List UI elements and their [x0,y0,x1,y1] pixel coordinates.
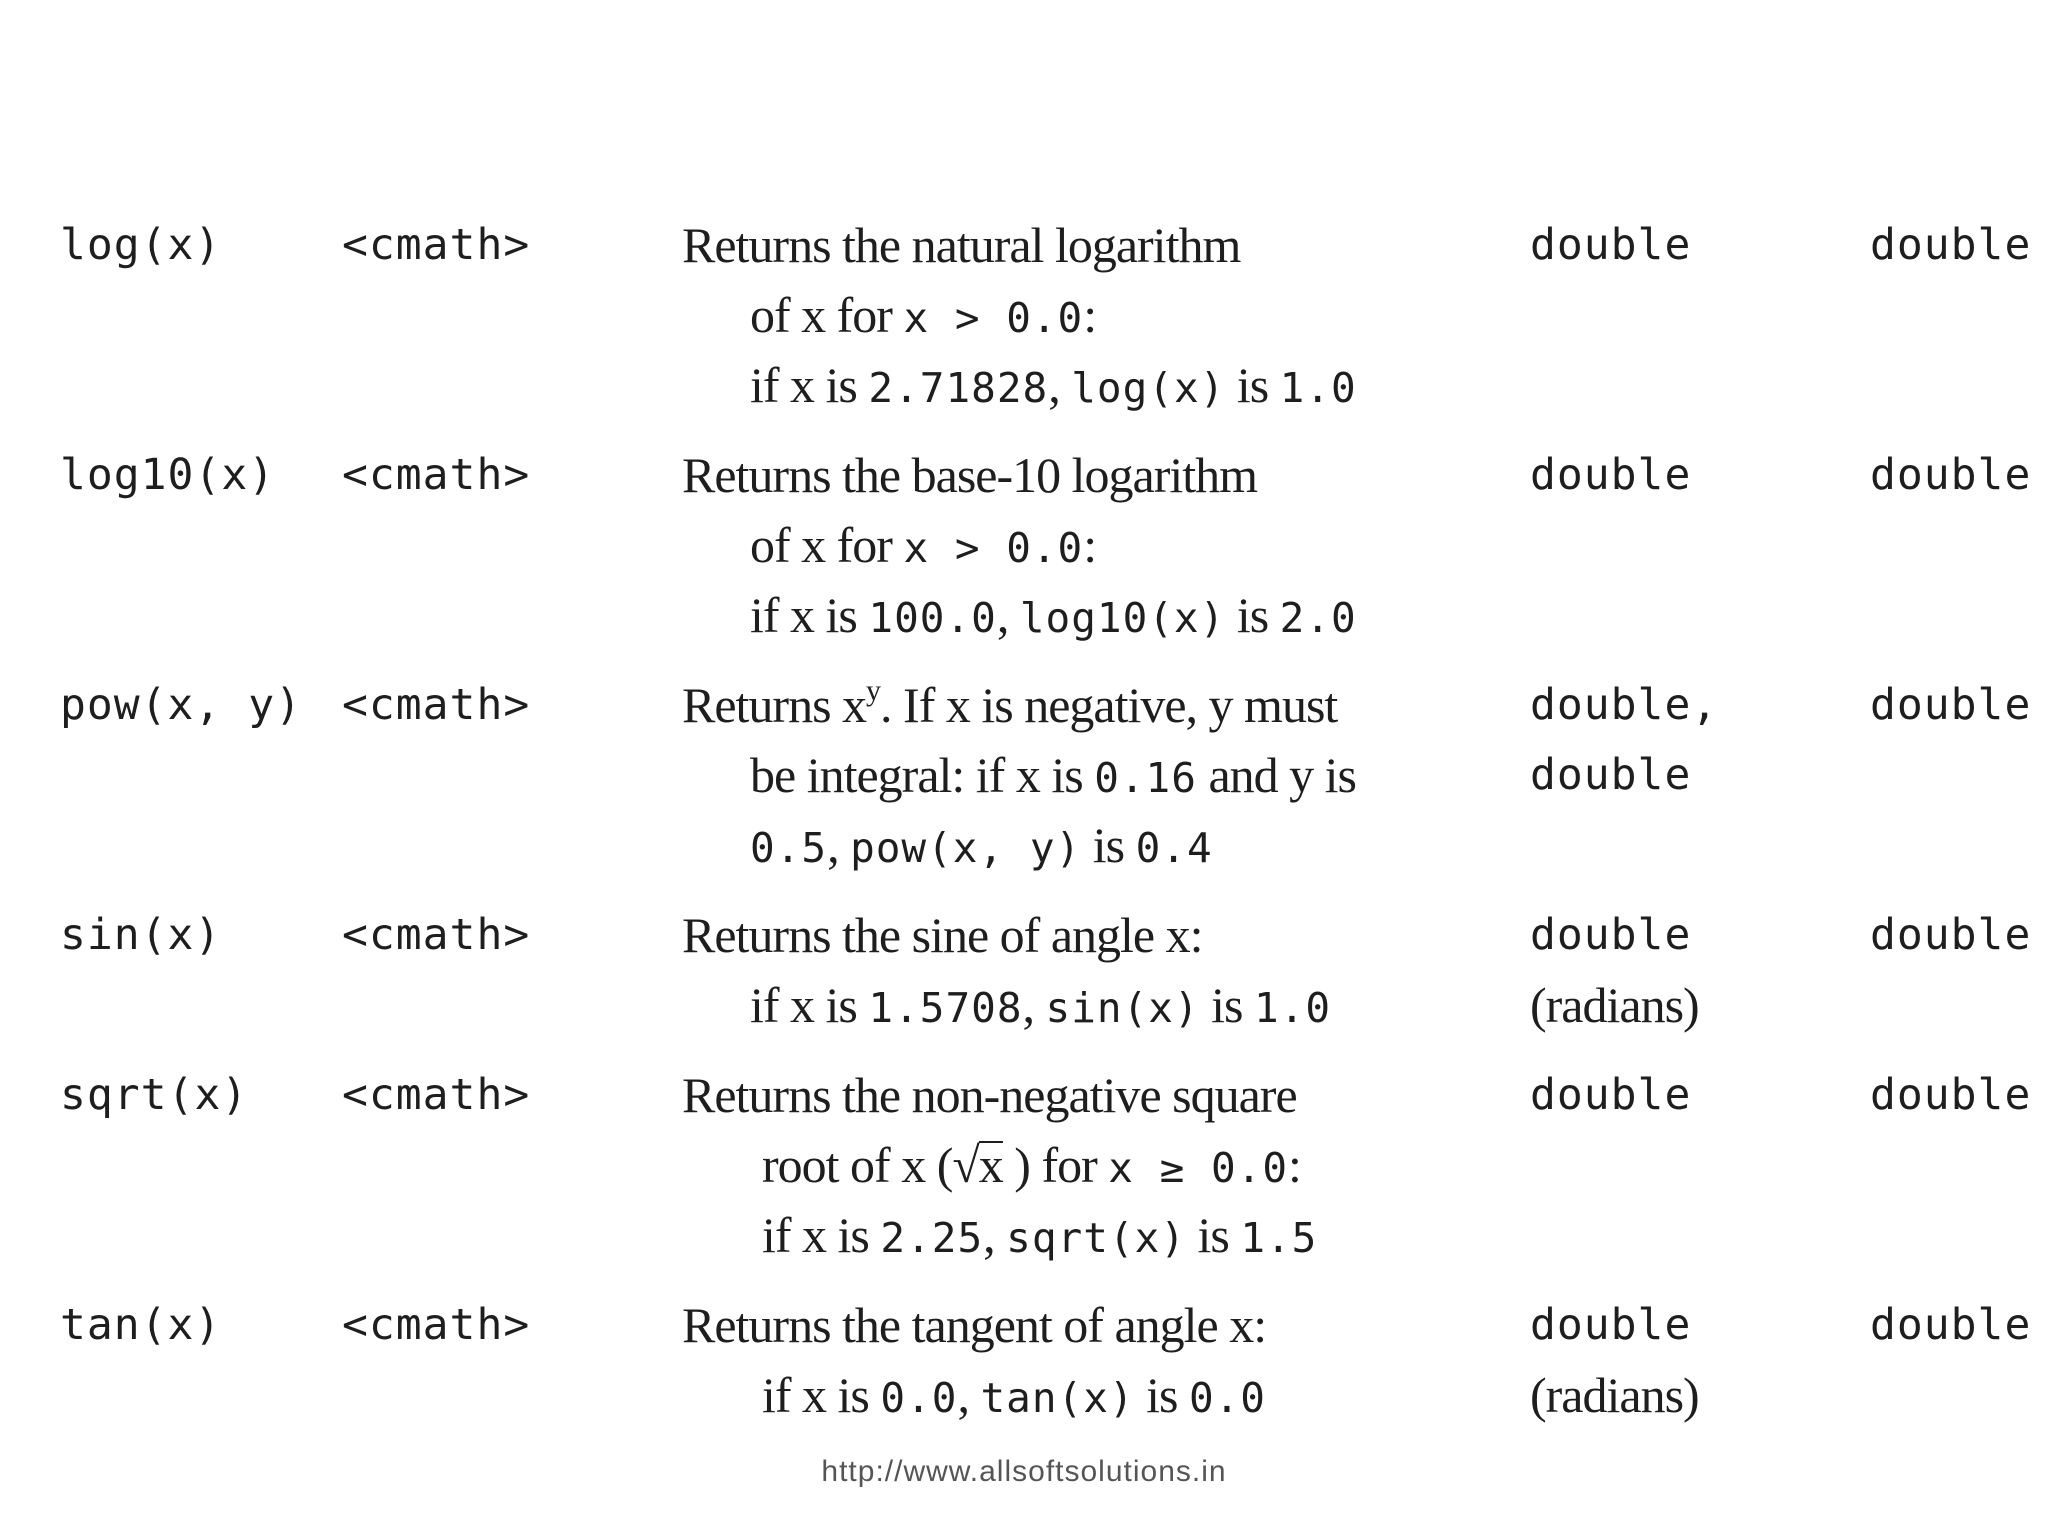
description [682,670,1356,880]
description-line: if x is 0.0, tan(x) is 0.0 [762,1367,1266,1423]
description-line: Returns the non-negative square [682,1067,1297,1123]
argument-type [1530,1290,1699,1430]
superscript: y [866,674,881,707]
argument-type [1530,900,1699,1040]
function-name: log10(x) [60,450,276,500]
argument-type-line: double [1530,910,1692,960]
description-line: Returns the sine of angle x: [682,907,1203,963]
function-name: sin(x) [60,910,222,960]
description-line: Returns the tangent of angle x: [682,1297,1267,1353]
function-name: sqrt(x) [60,1070,249,1120]
description-line: root of x (√x ) for x ≥ 0.0: [682,1130,1317,1200]
function-name: tan(x) [60,1300,222,1350]
description [682,1060,1317,1270]
description-line: 0.5, pow(x, y) is 0.4 [750,817,1213,873]
description-line: be integral: if x is 0.16 and y is [750,747,1356,803]
argument-type-line: double, [1530,680,1719,730]
description [682,210,1357,420]
function-name: pow(x, y) [60,680,302,730]
return-type: double [1870,220,2032,270]
description-line: Returns the natural logarithm [682,217,1241,273]
description [682,1290,1266,1430]
argument-type [1530,670,1718,810]
description-line: if x is 1.5708, sin(x) is 1.0 [750,977,1332,1033]
argument-type-line: (radians) [1530,977,1699,1033]
description-line: if x is 2.25, sqrt(x) is 1.5 [762,1207,1318,1263]
argument-type: double [1530,220,1692,270]
description-line: if x is 100.0, log10(x) is 2.0 [750,587,1357,643]
return-type: double [1870,910,2032,960]
header-name: <cmath> [342,1300,531,1350]
header-name: <cmath> [342,680,531,730]
description-line: Returns $x^y$. If x is negative, y must [682,674,1338,733]
return-type: double [1870,450,2032,500]
return-type: double [1870,1300,2032,1350]
square-root-symbol: √x [952,1137,1003,1193]
description-line: of x for x > 0.0: [750,517,1097,573]
footer-url: http://www.allsoftsolutions.in [821,1455,1227,1488]
header-name: <cmath> [342,220,531,270]
description-line: of x for x > 0.0: [750,287,1097,343]
function-name: log(x) [60,220,222,270]
description [682,440,1357,650]
return-type: double [1870,1070,2032,1120]
argument-type: double [1530,1070,1692,1120]
argument-type-line: double [1530,750,1692,800]
header-name: <cmath> [342,910,531,960]
header-name: <cmath> [342,1070,531,1120]
return-type: double [1870,680,2032,730]
description-line: Returns the base-10 logarithm [682,447,1258,503]
argument-type-line: (radians) [1530,1367,1699,1423]
argument-type-line: double [1530,1300,1692,1350]
header-name: <cmath> [342,450,531,500]
argument-type: double [1530,450,1692,500]
description [682,900,1331,1040]
description-line: if x is 2.71828, log(x) is 1.0 [750,357,1357,413]
